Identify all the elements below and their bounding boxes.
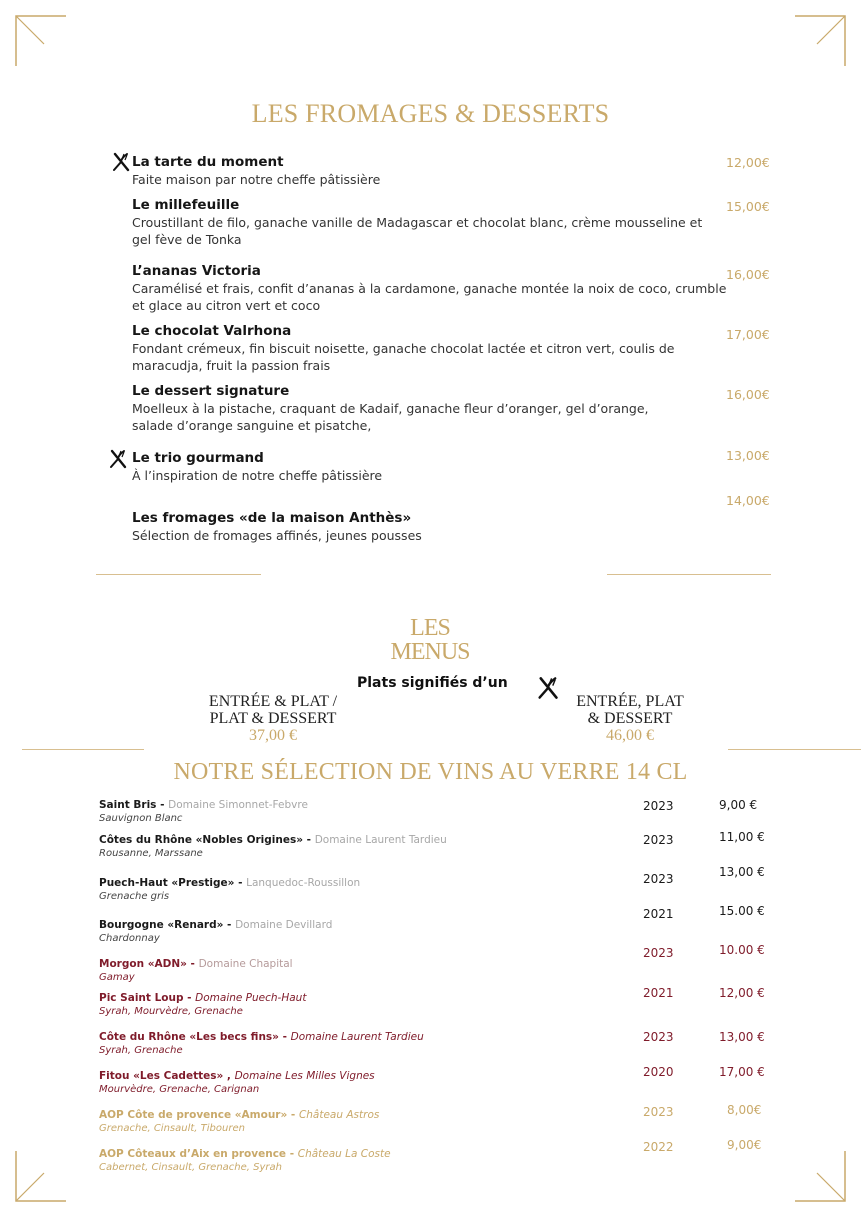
corner-ornament-top-left [14,14,68,68]
corner-ornament-top-right [793,14,847,68]
divider-line [607,574,771,575]
wine-year: 2023 [643,946,674,960]
wine-grape: Cabernet, Cinsault, Grenache, Syrah [99,1162,282,1173]
dessert-item [132,323,728,374]
dessert-price: 16,00€ [726,387,770,402]
dessert-name: La tarte du moment [132,154,284,170]
wine-price: 9,00 € [719,798,758,812]
fork-knife-icon [111,152,131,172]
wine-name: Bourgogne «Renard» - [99,919,236,931]
dessert-price: 15,00€ [726,199,770,214]
wine-year: 2022 [643,1140,674,1154]
wine-price: 17,00 € [719,1065,765,1079]
menus-logo [380,616,480,664]
menu-option-line: ENTRÉE & PLAT / [208,693,338,710]
wine-price: 10.00 € [719,943,765,957]
fork-knife-icon [108,449,128,469]
wines-section-title: NOTRE SÉLECTION DE VINS AU VERRE 14 CL [173,759,688,785]
menus-note: Plats signifiés d’un [357,675,508,691]
wine-year: 2021 [643,986,674,1000]
dessert-description: Fondant crémeux, fin biscuit noisette, ganache chocolat lactée et citron vert, coulis de maracudja, fruit la passion frais [132,341,675,373]
desserts-section-title: LES FROMAGES & DESSERTS [251,99,610,128]
menu-option-price: 37,00 € [249,727,297,744]
fork-knife-icon [536,676,560,700]
wine-year: 2020 [643,1065,674,1079]
menus-logo-line2: MENUS [390,639,470,665]
menu-option-2 [560,693,700,744]
wine-domain: Château Astros [298,1109,380,1121]
dessert-name: Le chocolat Valrhona [132,323,292,339]
wine-grape: Gamay [99,972,135,983]
dessert-description: À l’inspiration de notre cheffe pâtissière [132,468,383,483]
dessert-price: 14,00€ [726,493,770,508]
dessert-item [132,510,732,544]
dessert-item [132,450,732,484]
corner-ornament-bottom-right [793,1149,847,1203]
wine-domain: Domaine Devillard [235,919,333,931]
wine-price: 15.00 € [719,904,765,918]
divider-line [22,749,144,750]
dessert-name: L’ananas Victoria [132,263,261,279]
dessert-price: 17,00€ [726,327,770,342]
wine-item [99,991,619,1018]
dessert-item [132,263,730,314]
dessert-description: Croustillant de filo, ganache vanille de Madagascar et chocolat blanc, crème mousseline et gel fève de Tonka [132,215,703,247]
wine-item [99,957,619,984]
wine-grape: Sauvignon Blanc [99,813,183,824]
wine-grape: Grenache gris [99,891,170,902]
wine-name: Fitou «Les Cadettes» , [99,1070,235,1082]
menu-option-line: ENTRÉE, PLAT [576,693,684,710]
wine-year: 2023 [643,1030,674,1044]
wine-name: Côte du Rhône «Les becs fins» - [99,1031,291,1043]
dessert-description: Moelleux à la pistache, craquant de Kadaif, ganache fleur d’oranger, gel d’orange, salade d’orange sanguine et pisatche, [132,401,649,433]
wine-year: 2023 [643,799,674,813]
dessert-description: Faite maison par notre cheffe pâtissière [132,172,381,187]
wine-year: 2023 [643,872,674,886]
wine-domain: Domaine Simonnet-Febvre [168,799,308,811]
wine-item [99,918,619,945]
dessert-price: 13,00€ [726,448,770,463]
dessert-description: Sélection de fromages affinés, jeunes pousses [132,528,422,543]
wine-item [99,1069,619,1096]
wine-item [99,876,619,903]
wine-domain: Lanquedoc-Roussillon [246,877,361,889]
wine-domain: Domaine Chapital [198,958,293,970]
divider-line [728,749,861,750]
dessert-item [132,197,722,248]
wine-name: AOP Côteaux d’Aix en provence - [99,1148,298,1160]
dessert-price: 16,00€ [726,267,770,282]
menu-option-1 [192,693,354,744]
menu-option-line: & DESSERT [587,710,673,727]
wine-domain: Domaine Les Milles Vignes [234,1070,375,1082]
wine-item [99,1108,619,1135]
dessert-name: Les fromages «de la maison Anthès» [132,510,412,526]
wine-grape: Mourvèdre, Grenache, Carignan [99,1084,260,1095]
wine-grape: Grenache, Cinsault, Tibouren [99,1123,245,1134]
wine-item [99,1030,619,1057]
corner-ornament-bottom-left [14,1149,68,1203]
wine-name: Morgon «ADN» - [99,958,199,970]
divider-line [96,574,261,575]
wine-domain: Domaine Laurent Tardieu [314,834,447,846]
dessert-item [132,383,692,434]
wine-domain: Château La Coste [297,1148,391,1160]
dessert-name: Le dessert signature [132,383,290,399]
menu-option-price: 46,00 € [606,727,654,744]
wine-domain: Domaine Puech-Haut [195,992,307,1004]
menu-option-line: PLAT & DESSERT [209,710,337,727]
wine-name: Saint Bris - [99,799,169,811]
wine-year: 2023 [643,833,674,847]
wine-grape: Chardonnay [99,933,160,944]
wine-price: 11,00 € [719,830,765,844]
dessert-name: Le millefeuille [132,197,240,213]
wine-price: 8,00€ [727,1103,762,1117]
dessert-item [132,154,732,188]
wine-domain: Domaine Laurent Tardieu [290,1031,424,1043]
menus-logo-line1: LES [410,615,450,641]
dessert-description: Caramélisé et frais, confit d’ananas à la cardamone, ganache montée la noix de coco, crumble et glace au citron vert et coco [132,281,727,313]
wine-year: 2023 [643,1105,674,1119]
dessert-name: Le trio gourmand [132,450,264,466]
wine-item [99,833,619,860]
wine-price: 13,00 € [719,865,765,879]
wine-name: Pic Saint Loup - [99,992,196,1004]
wine-grape: Syrah, Grenache [99,1045,183,1056]
wine-price: 9,00€ [727,1138,762,1152]
wine-price: 13,00 € [719,1030,765,1044]
wine-name: Puech-Haut «Prestige» - [99,877,247,889]
wine-item [99,798,619,825]
wine-grape: Syrah, Mourvèdre, Grenache [99,1006,243,1017]
wine-name: AOP Côte de provence «Amour» - [99,1109,299,1121]
wine-year: 2021 [643,907,674,921]
wine-price: 12,00 € [719,986,765,1000]
wine-item [99,1147,619,1174]
dessert-price: 12,00€ [726,155,770,170]
wine-grape: Rousanne, Marssane [99,848,203,859]
wine-name: Côtes du Rhône «Nobles Origines» - [99,834,315,846]
